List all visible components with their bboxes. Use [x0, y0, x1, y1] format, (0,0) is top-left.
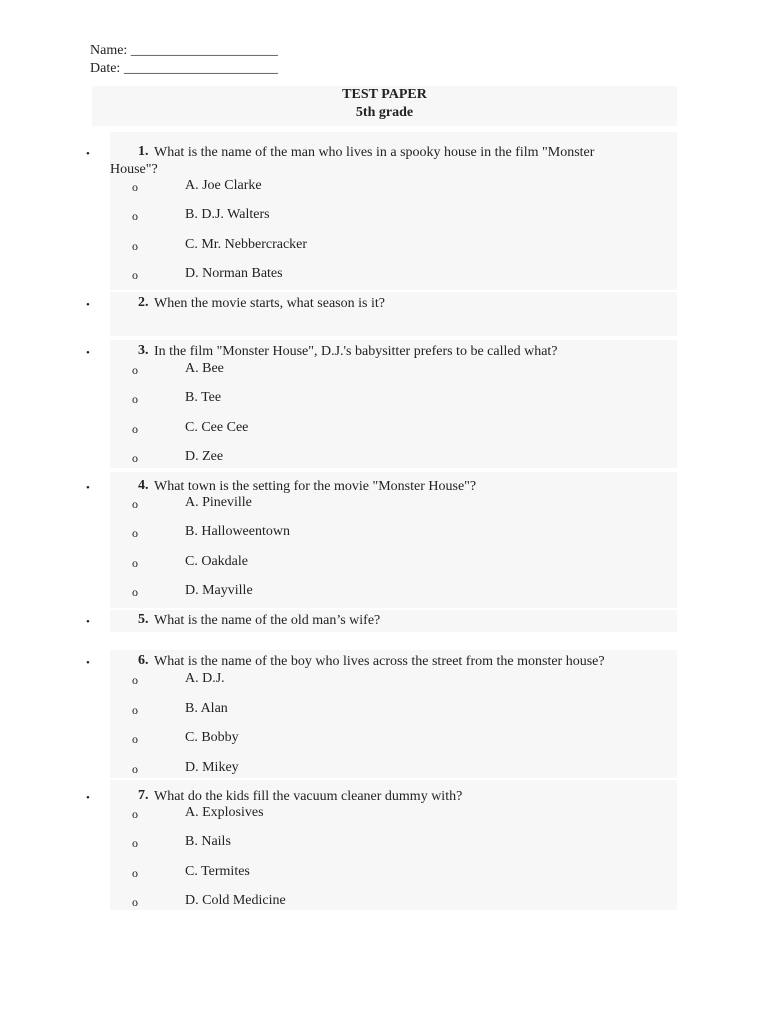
question-text: When the movie starts, what season is it? [154, 296, 385, 311]
option-marker-icon: o [132, 392, 138, 406]
answer-option: C. Mr. Nebbercracker [185, 237, 308, 252]
name-blank: _____________________ [130, 43, 278, 58]
bullet-icon [86, 484, 94, 492]
question-number: 3. [138, 343, 149, 358]
answer-option: D. Mayville [185, 583, 253, 598]
question-text: What is the name of the old man’s wife? [154, 613, 381, 628]
question-text-continued: House"? [110, 162, 158, 177]
bullet-icon [86, 301, 94, 309]
option-marker-icon: o [132, 209, 138, 223]
question-number: 7. [138, 788, 149, 803]
option-marker-icon: o [132, 585, 138, 599]
name-field [90, 42, 278, 60]
page-title: TEST PAPER [342, 87, 427, 102]
answer-option: B. Nails [185, 834, 231, 849]
answer-option: C. Oakdale [185, 554, 248, 569]
answer-option: D. Zee [185, 449, 224, 464]
option-marker-icon: o [132, 703, 138, 717]
question-text: What is the name of the boy who lives across the street from the monster house? [154, 654, 605, 669]
option-marker-icon: o [132, 526, 138, 540]
bullet-icon [86, 794, 94, 802]
option-marker-icon: o [132, 497, 138, 511]
bullet-icon [86, 659, 94, 667]
answer-option: C. Termites [185, 864, 250, 879]
name-label: Name: [90, 43, 128, 58]
option-marker-icon: o [132, 895, 138, 909]
question-text: What do the kids fill the vacuum cleaner dummy with? [154, 789, 463, 804]
option-marker-icon: o [132, 673, 138, 687]
answer-option: C. Bobby [185, 730, 239, 745]
date-blank: ______________________ [123, 61, 278, 76]
option-marker-icon: o [132, 180, 138, 194]
answer-option: D. Norman Bates [185, 266, 283, 281]
option-marker-icon: o [132, 866, 138, 880]
answer-option: A. Joe Clarke [185, 178, 262, 193]
answer-option: D. Cold Medicine [185, 893, 286, 908]
option-marker-icon: o [132, 239, 138, 253]
question-text: In the film "Monster House", D.J.'s babysitter prefers to be called what? [154, 344, 558, 359]
answer-option: A. D.J. [185, 671, 225, 686]
date-label: Date: [90, 61, 121, 76]
option-marker-icon: o [132, 363, 138, 377]
option-marker-icon: o [132, 807, 138, 821]
answer-option: A. Bee [185, 361, 224, 376]
option-marker-icon: o [132, 836, 138, 850]
answer-option: C. Cee Cee [185, 420, 249, 435]
question-number: 5. [138, 612, 149, 627]
option-marker-icon: o [132, 732, 138, 746]
option-marker-icon: o [132, 556, 138, 570]
question-text: What is the name of the man who lives in a spooky house in the film "Monster [154, 145, 595, 160]
answer-option: B. Halloweentown [185, 524, 290, 539]
answer-option: B. Tee [185, 390, 222, 405]
option-marker-icon: o [132, 762, 138, 776]
page-subtitle: 5th grade [355, 105, 414, 120]
question-number: 1. [138, 144, 149, 159]
date-field [90, 60, 278, 78]
answer-option: A. Pineville [185, 495, 252, 510]
bullet-icon [86, 349, 94, 357]
question-number: 4. [138, 478, 149, 493]
question-number: 2. [138, 295, 149, 310]
answer-option: B. D.J. Walters [185, 207, 270, 222]
bullet-icon [86, 150, 94, 158]
option-marker-icon: o [132, 268, 138, 282]
bullet-icon [86, 618, 94, 626]
answer-option: D. Mikey [185, 760, 239, 775]
option-marker-icon: o [132, 422, 138, 436]
option-marker-icon: o [132, 451, 138, 465]
question-number: 6. [138, 653, 149, 668]
answer-option: B. Alan [185, 701, 228, 716]
question-text: What town is the setting for the movie "Monster House"? [154, 479, 477, 494]
answer-option: A. Explosives [185, 805, 264, 820]
